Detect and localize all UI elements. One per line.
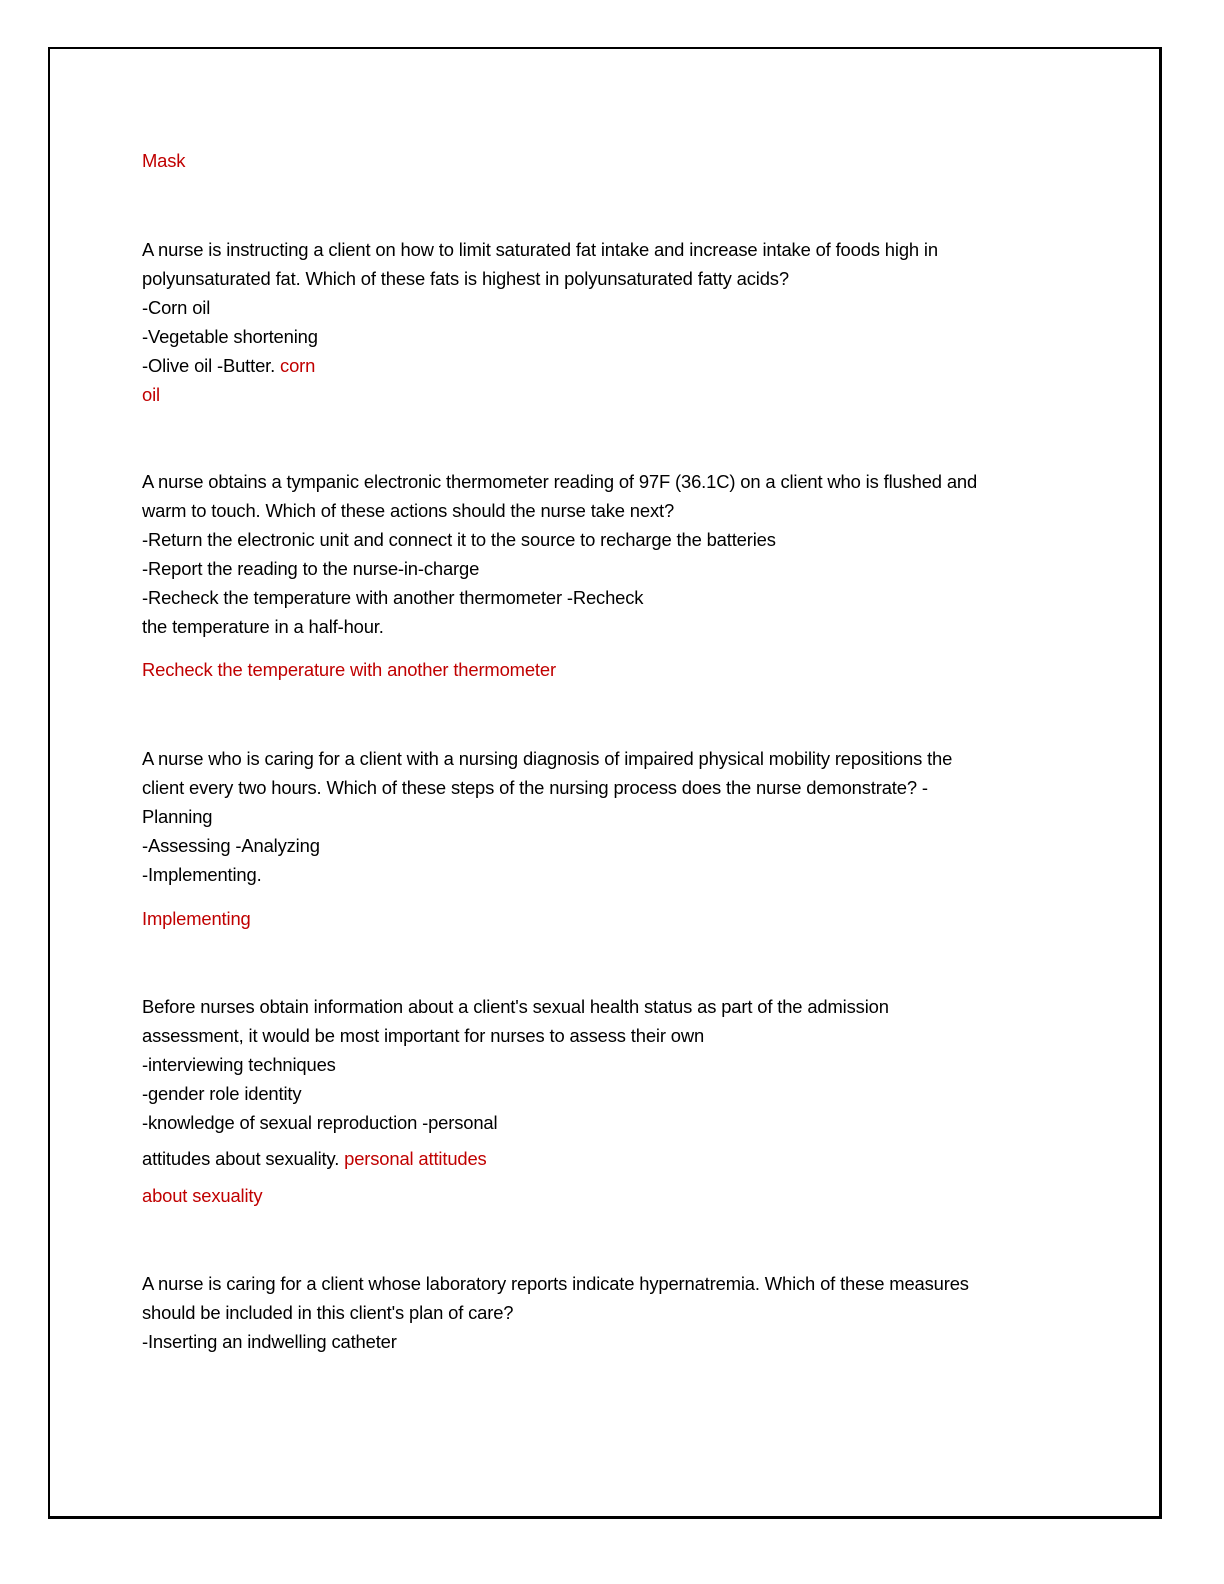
question-3	[142, 744, 952, 889]
question-5-line-1: A nurse is caring for a client whose laboratory reports indicate hypernatremia. Which of these measures	[142, 1273, 969, 1294]
question-4	[142, 992, 889, 1137]
question-1-option-2: -Vegetable shortening	[142, 326, 318, 347]
question-3-answer: Implementing	[142, 908, 251, 929]
question-3-option-2: -Assessing -Analyzing	[142, 835, 320, 856]
question-5-line-2: should be included in this client's plan of care?	[142, 1302, 514, 1323]
question-3-line-1: A nurse who is caring for a client with a nursing diagnosis of impaired physical mobility repositions the	[142, 748, 953, 769]
question-2-answer: Recheck the temperature with another thermometer	[142, 659, 556, 680]
question-4-options-text: attitudes about sexuality.	[142, 1148, 345, 1169]
question-1-line-2: polyunsaturated fat. Which of these fats is highest in polyunsaturated fatty acids?	[142, 268, 789, 289]
question-4-option-1: -interviewing techniques	[142, 1054, 336, 1075]
question-4-option-3: -knowledge of sexual reproduction -personal	[142, 1112, 498, 1133]
question-5-option-1: -Inserting an indwelling catheter	[142, 1331, 397, 1352]
question-3-option-3: -Implementing.	[142, 864, 262, 885]
question-2-option-4: the temperature in a half-hour.	[142, 616, 384, 637]
question-1-last-line	[142, 351, 938, 380]
question-3-option-1: Planning	[142, 806, 213, 827]
question-4-option-2: -gender role identity	[142, 1083, 302, 1104]
question-1-options-text: -Olive oil -Butter.	[142, 355, 281, 376]
question-1-line-1: A nurse is instructing a client on how to limit saturated fat intake and increase intake of foods high in	[142, 239, 938, 260]
question-4-line-2: assessment, it would be most important for nurses to assess their own	[142, 1025, 705, 1046]
question-5	[142, 1269, 969, 1356]
question-1	[142, 235, 938, 409]
question-1-option-1: -Corn oil	[142, 297, 211, 318]
question-4-line-1: Before nurses obtain information about a client's sexual health status as part of the admission	[142, 996, 889, 1017]
question-4-answer-continuation: about sexuality	[142, 1185, 263, 1206]
heading-mask: Mask	[142, 150, 186, 171]
question-4-answer: personal attitudes	[344, 1148, 487, 1169]
question-3-line-2: client every two hours. Which of these steps of the nursing process does the nurse demonstrate? -	[142, 777, 928, 798]
question-2-line-1: A nurse obtains a tympanic electronic thermometer reading of 97F (36.1C) on a client who is flushed and	[142, 471, 978, 492]
question-2-option-1: -Return the electronic unit and connect it to the source to recharge the batteries	[142, 529, 776, 550]
question-2-option-3: -Recheck the temperature with another thermometer -Recheck	[142, 587, 644, 608]
question-1-answer-continuation: oil	[142, 384, 160, 405]
question-2	[142, 467, 977, 641]
question-1-answer: corn	[280, 355, 316, 376]
question-2-option-2: -Report the reading to the nurse-in-charge	[142, 558, 480, 579]
question-4-last-line	[142, 1144, 487, 1173]
question-2-line-2: warm to touch. Which of these actions should the nurse take next?	[142, 500, 675, 521]
